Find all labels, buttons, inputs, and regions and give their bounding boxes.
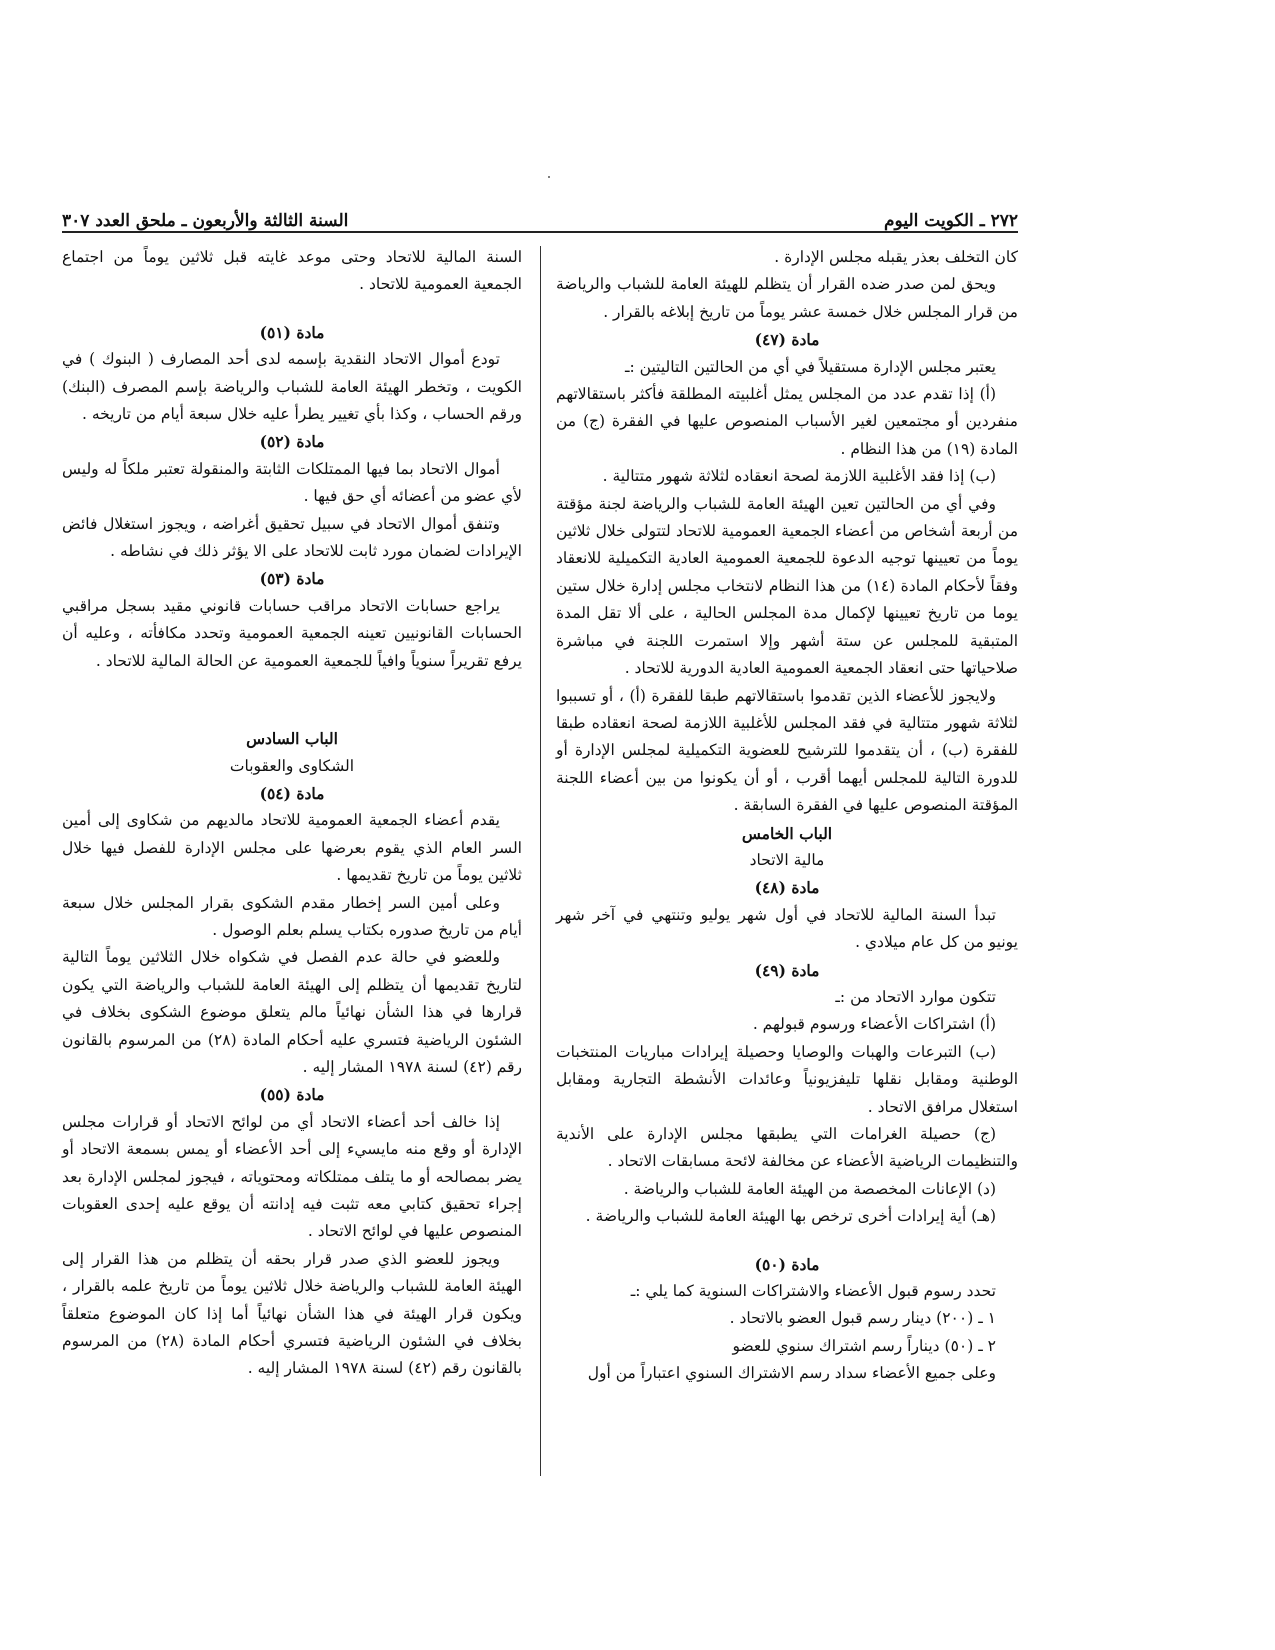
paragraph: السنة المالية للاتحاد وحتى موعد غايته قبل ثلاثين يوماً من اجتماع الجمعية العمومية للاتحاد . bbox=[62, 248, 522, 294]
scan-speck bbox=[548, 176, 550, 178]
paragraph: (أ) اشتراكات الأعضاء ورسوم قبولهم . bbox=[752, 1015, 996, 1034]
paragraph: وعلى جميع الأعضاء سداد رسم الاشتراك السنوي اعتباراً من أول bbox=[587, 1364, 996, 1383]
paragraph: كان التخلف بعذر يقبله مجلس الإدارة . bbox=[774, 248, 1018, 266]
paragraph: وللعضو في حالة عدم الفصل في شكواه خلال الثلاثين يوماً التالية لتاريخ تقديمها أن يتظلم إلى الهيئة العامة للشباب والرياضة التي يكون قرارها في هذا الشأن نهائياً مالم يتعلق موضوع الشكوى بخلاف في الشئون الرياضية فتسري عليه أحكام المادة (٢٨) من المرسوم بالقانون رقم (٤٢) لسنة ١٩٧٨ المشار إليه . bbox=[62, 948, 522, 1076]
left-column bbox=[62, 244, 522, 1383]
chapter-heading: الباب الخامس bbox=[741, 823, 833, 843]
article-heading: مادة (٥٣) bbox=[259, 569, 325, 589]
paragraph: وعلى أمين السر إخطار مقدم الشكوى بقرار المجلس خلال سبعة أيام من تاريخ صدوره بكتاب يسلم بعلم الوصول . bbox=[62, 893, 522, 939]
paragraph: تتكون موارد الاتحاد من :ـ bbox=[835, 987, 996, 1006]
paragraph: تحدد رسوم قبول الأعضاء والاشتراكات السنوية كما يلي :ـ bbox=[630, 1282, 996, 1301]
right-column bbox=[556, 244, 1018, 1388]
paragraph: ويجوز للعضو الذي صدر قرار بحقه أن يتظلم من هذا القرار إلى الهيئة العامة للشباب والرياضة خلال ثلاثين يوماً من تاريخ علمه بالقرار ، ويكون قرار الهيئة في هذا الشأن نهائياً أما إذا كان الموضوع متعلقاً بخلاف في الشئون الرياضية فتسري أحكام المادة (٢٨) من المرسوم بالقانون رقم (٤٢) لسنة ١٩٧٨ المشار إليه . bbox=[62, 1249, 522, 1378]
paragraph: (أ) إذا تقدم عدد من المجلس يمثل أغلبيته المطلقة فأكثر باستقالاتهم منفردين أو مجتمعين لغير الأسباب المنصوص عليها في الفقرة (ج) من المادة (١٩) من هذا النظام . bbox=[556, 385, 1018, 458]
paragraph: (ب) التبرعات والهبات والوصايا وحصيلة إيرادات مباريات المنتخبات الوطنية ومقابل نقلها تليفزيونياً وعائدات الأنشطة التجارية ومقابل استغلال مرافق الاتحاد . bbox=[556, 1042, 1018, 1116]
spacer bbox=[62, 299, 522, 319]
paragraph: أموال الاتحاد بما فيها الممتلكات الثابتة والمنقولة تعتبر ملكاً له وليس لأي عضو من أعضائه أي حق فيها . bbox=[62, 459, 522, 506]
chapter-subtitle: الشكاوى والعقوبات bbox=[229, 756, 355, 775]
article-heading: مادة (٥٤) bbox=[259, 783, 325, 803]
header-rule bbox=[62, 231, 1018, 233]
paragraph: (هـ) أية إيرادات أخرى ترخص بها الهيئة العامة للشباب والرياضة . bbox=[585, 1207, 996, 1226]
paragraph: ١ ـ (٢٠٠) دينار رسم قبول العضو بالاتحاد . bbox=[729, 1309, 996, 1328]
paragraph: تودع أموال الاتحاد النقدية بإسمه لدى أحد المصارف ( البنوك ) في الكويت ، وتخطر الهيئة العامة للشباب والرياضة بإسم المصرف (البنك) ورقم الحساب ، وكذا بأي تغيير يطرأ عليه خلال سبعة أيام من تاريخه . bbox=[62, 350, 522, 424]
paragraph: (ب) إذا فقد الأغلبية اللازمة لصحة انعقاده لثلاثة شهور متتالية . bbox=[602, 467, 996, 486]
paragraph: وتنفق أموال الاتحاد في سبيل تحقيق أغراضه ، ويجوز استغلال فائض الإيرادات لضمان مورد ثابت للاتحاد على الا يؤثر ذلك في نشاطه . bbox=[62, 514, 522, 561]
paragraph: ٢ ـ (٥٠) ديناراً رسم اشتراك سنوي للعضو bbox=[732, 1336, 996, 1355]
page-header bbox=[62, 205, 1018, 231]
article-heading: مادة (٥٠) bbox=[754, 1254, 820, 1274]
article-heading: مادة (٥١) bbox=[259, 322, 325, 342]
article-heading: مادة (٥٢) bbox=[259, 432, 325, 452]
paragraph: يعتبر مجلس الإدارة مستقيلاً في أي من الحالتين التاليتين :ـ bbox=[624, 357, 996, 376]
chapter-subtitle: مالية الاتحاد bbox=[749, 850, 825, 869]
column-divider bbox=[540, 246, 541, 1476]
article-heading: مادة (٥٥) bbox=[259, 1085, 325, 1105]
article-heading: مادة (٤٨) bbox=[754, 878, 820, 898]
paragraph: ويحق لمن صدر ضده القرار أن يتظلم للهيئة العامة للشباب والرياضة من قرار المجلس خلال خمسة عشر يوماً من تاريخ إبلاغه بالقرار . bbox=[556, 275, 1018, 321]
paragraph: يقدم أعضاء الجمعية العمومية للاتحاد مالديهم من شكاوى إلى أمين السر العام الذي يقوم بعرضها على مجلس الإدارة للفصل فيها خلال ثلاثين يوماً من تاريخ تقديمها . bbox=[62, 811, 522, 885]
paragraph: إذا خالف أحد أعضاء الاتحاد أي من لوائح الاتحاد أو قرارات مجلس الإدارة أو وقع منه مايسيء إلى أحد الأعضاء أو يمس بسمعة الاتحاد أو يضر بمصالحه أو ما يتلف ممتلكاته ومحتوياته ، فيجوز لمجلس الإدارة بعد إجراء تحقيق كتابي معه تثبت فيه إدانته أن يوقع عليه إحدى العقوبات المنصوص عليها في لوائح الاتحاد . bbox=[62, 1112, 522, 1241]
article-heading: مادة (٤٧) bbox=[754, 330, 820, 350]
paragraph: ولايجوز للأعضاء الذين تقدموا باستقالاتهم طبقا للفقرة (أ) ، أو تسببوا لثلاثة شهور متتالية في فقد المجلس للأغلبية اللازمة لصحة انعقاده طبقا للفقرة (ب) ، أن يتقدموا للترشيح للعضوية التكميلية لمجلس الإدارة أو للدورة التالية للمجلس أيهما أقرب ، أو أن يكونوا من بين أعضاء اللجنة المؤقتة المنصوص عليها في الفقرة السابقة . bbox=[556, 686, 1018, 815]
chapter-heading: الباب السادس bbox=[246, 729, 338, 749]
paragraph: (ج) حصيلة الغرامات التي يطبقها مجلس الإدارة على الأندية والتنظيمات الرياضية الأعضاء عن مخالفة لائحة مسابقات الاتحاد . bbox=[556, 1125, 1018, 1171]
article-heading: مادة (٤٩) bbox=[754, 960, 820, 980]
paragraph: يراجع حسابات الاتحاد مراقب حسابات قانوني مقيد بسجل مراقبي الحسابات القانونيين تعينه الجمعية العمومية وتحدد مكافأته ، وعليه أن يرفع تقريراً سنوياً وافياً للجمعية العمومية عن الحالة المالية للاتحاد . bbox=[62, 596, 522, 670]
spacer bbox=[62, 675, 522, 725]
paragraph: تبدأ السنة المالية للاتحاد في أول شهر يوليو وتنتهي في آخر شهر يونيو من كل عام ميلادي . bbox=[556, 905, 1018, 952]
header-issue-right: ٢٧٢ ـ الكويت اليوم bbox=[884, 211, 1018, 231]
paragraph: وفي أي من الحالتين تعين الهيئة العامة للشباب والرياضة لجنة مؤقتة من أربعة أشخاص من أعضاء الجمعية العمومية للاتحاد لتتولى خلال ثلاثين يوماً من تعيينها توجيه الدعوة للجمعية العمومية العادية التكميلية للانعقاد وفقاً لأحكام المادة (١٤) من هذا النظام لانتخاب مجلس إدارة خلال ستين يوما من تاريخ تعيينها لإكمال مدة المجلس الحالية ، على ألا تقل المدة المتبقية للمجلس عن ستة أشهر وإلا استمرت اللجنة في مباشرة صلاحياتها حتى انعقاد الجمعية العمومية العادية الدورية للاتحاد . bbox=[556, 494, 1018, 678]
paragraph: (د) الإعانات المخصصة من الهيئة العامة للشباب والرياضة . bbox=[623, 1179, 996, 1198]
header-issue-left: السنة الثالثة والأربعون ـ ملحق العدد ٣٠٧ bbox=[62, 211, 349, 231]
spacer bbox=[556, 1231, 1018, 1251]
